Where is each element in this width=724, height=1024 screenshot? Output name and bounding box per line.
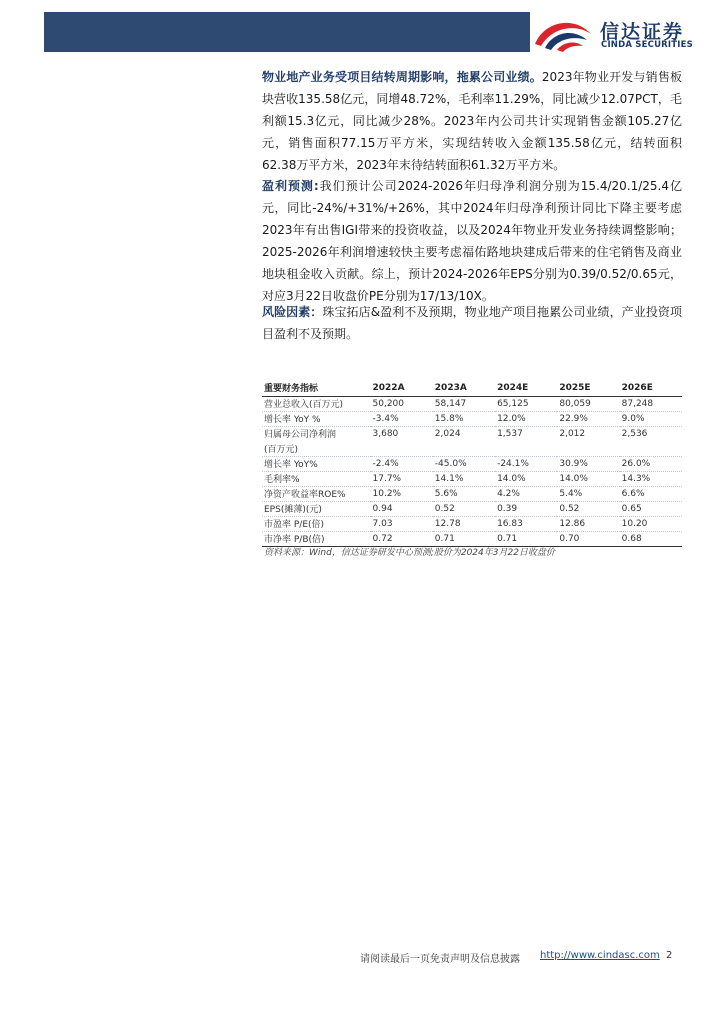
table-cell [433, 441, 495, 456]
table-cell: 5.4% [557, 486, 619, 501]
table-cell: 0.71 [495, 531, 557, 546]
table-cell [371, 441, 433, 456]
table-cell: -2.4% [371, 456, 433, 471]
table-cell: 12.78 [433, 516, 495, 531]
table-cell: 80,059 [559, 398, 591, 409]
table-cell: -3.4% [371, 411, 433, 426]
table-cell: 2,536 [620, 426, 682, 441]
table-cell: 10.2% [371, 486, 433, 501]
table-cell [557, 441, 619, 456]
page-number: 2 [666, 950, 673, 961]
table-row [262, 426, 682, 441]
paragraph-earnings-forecast [262, 175, 682, 307]
table-cell: 22.9% [557, 411, 619, 426]
paragraph-lead: 风险因素： [262, 305, 323, 319]
table-source-note: 资料来源：Wind，信达证券研发中心预测;股价为2024年3月22日收盘价 [264, 548, 555, 558]
table-cell: 2,024 [433, 426, 495, 441]
financial-metrics-table [262, 380, 682, 547]
paragraph-lead: 盈利预测: [262, 179, 319, 193]
table-cell: (百万元) [264, 444, 299, 455]
header-bar [44, 12, 530, 52]
logo-text-en: CINDA SECURITIES [601, 40, 693, 50]
table-cell: 营业总收入(百万元) [264, 400, 344, 410]
paragraph-property-business [262, 66, 682, 176]
table-cell: 26.0% [620, 456, 682, 471]
table-cell: 毛利率% [262, 471, 371, 486]
table-cell: 12.0% [495, 411, 557, 426]
paragraph-body: 珠宝拓店&盈利不及预期，物业地产项目拖累公司业绩，产业投资项目盈利不及预期。 [262, 305, 682, 341]
paragraph-risk-factors [262, 301, 682, 345]
table-row [262, 486, 682, 501]
table-cell: 30.9% [557, 456, 619, 471]
table-cell: -24.1% [495, 456, 557, 471]
logo-text-cn: 信达证券 [600, 21, 685, 43]
table-cell: 市净率 P/B(倍) [262, 531, 371, 546]
table-cell: 50,200 [372, 398, 405, 409]
paragraph-lead: 物业地产业务受项目结转周期影响，拖累公司业绩。 [262, 70, 542, 84]
table-header-cell: 2023A [434, 382, 467, 393]
table-row [262, 456, 682, 471]
table-cell: 归属母公司净利润 [262, 426, 371, 441]
table-row [262, 516, 682, 531]
table-header-cell: 2025E [559, 382, 591, 393]
table-cell: 4.2% [495, 486, 557, 501]
table-row [262, 471, 682, 486]
table-cell: -45.0% [433, 456, 495, 471]
table-cell: 0.65 [620, 501, 682, 516]
table-cell: 0.52 [557, 501, 619, 516]
table-cell: 15.8% [433, 411, 495, 426]
table-cell: 3,680 [371, 426, 433, 441]
table-cell: 0.94 [371, 501, 433, 516]
table-cell: EPS(摊薄)(元) [262, 501, 371, 516]
table-cell: 16.83 [495, 516, 557, 531]
table-cell: 12.86 [557, 516, 619, 531]
paragraph-body: 我们预计公司2024-2026年归母净利润分别为15.4/20.1/25.4亿元，同比-24%/+31%/+26%，其中2024年归母净利预计同比下降主要考虑2023年有出售IGI带来的投资收益，以及2024年物业开发业务持续调整影响；2025-2026年利润增速较快主要考虑福佑路地块建成后带来的住宅销售及商业地块租金收入贡献。综上，预计2024-2026年EPS分别为0.39/0.52/0.65元，对应3月22日收盘价PE分别为17/13/10X。 [262, 179, 682, 303]
table-header-cell: 2022A [372, 382, 405, 393]
table-cell [620, 441, 682, 456]
cinda-logo-icon [531, 14, 595, 54]
table-cell: 0.39 [495, 501, 557, 516]
table-cell: 0.72 [371, 531, 433, 546]
table-cell: 87,248 [621, 398, 654, 409]
table-header-cell: 2026E [621, 382, 653, 393]
table-cell: 14.3% [620, 471, 682, 486]
table-cell: 0.71 [433, 531, 495, 546]
table-cell: 10.20 [620, 516, 682, 531]
table-cell: 58,147 [434, 398, 467, 409]
paragraph-body: 2023年物业开发与销售板块营收135.58亿元，同增48.72%，毛利率11.29%，同比减少12.07PCT，毛利额15.3亿元，同比减少28%。2023年内公司共计实现销售金额105.27亿元，销售面积77.15万平方米，实现结转收入金额135.58亿元，结转面积62.38万平方米，2023年末待结转面积61.32万平方米。 [262, 70, 682, 172]
table-cell: 2,012 [557, 426, 619, 441]
table-row [262, 501, 682, 516]
table-cell: 增长率 YoY % [262, 411, 371, 426]
footer-website-link[interactable]: http://www.cindasc.com [540, 950, 660, 961]
table-cell: 6.6% [620, 486, 682, 501]
table-cell: 7.03 [371, 516, 433, 531]
table-cell: 市盈率 P/E(倍) [262, 516, 371, 531]
table-cell: 0.70 [557, 531, 619, 546]
table-cell: 9.0% [620, 411, 682, 426]
table-cell: 增长率 YoY% [262, 456, 371, 471]
table-cell: 14.0% [557, 471, 619, 486]
table-row [262, 396, 682, 411]
table-row [262, 441, 682, 456]
footer-disclaimer-note: 请阅读最后一页免责声明及信息披露 [360, 954, 520, 965]
table-cell: 5.6% [433, 486, 495, 501]
table-cell: 1,537 [495, 426, 557, 441]
table-row [262, 531, 682, 546]
table-cell: 0.68 [620, 531, 682, 546]
table-cell [495, 441, 557, 456]
table-cell: 净资产收益率ROE% [262, 486, 371, 501]
table-row [262, 411, 682, 426]
table-cell: 0.52 [433, 501, 495, 516]
table-header-cell: 重要财务指标 [264, 384, 319, 395]
table-cell: 65,125 [497, 398, 529, 409]
table-cell: 14.0% [495, 471, 557, 486]
table-header-row [262, 380, 682, 396]
table-header-cell: 2024E [497, 382, 529, 393]
table-cell: 17.7% [371, 471, 433, 486]
table-cell: 14.1% [433, 471, 495, 486]
